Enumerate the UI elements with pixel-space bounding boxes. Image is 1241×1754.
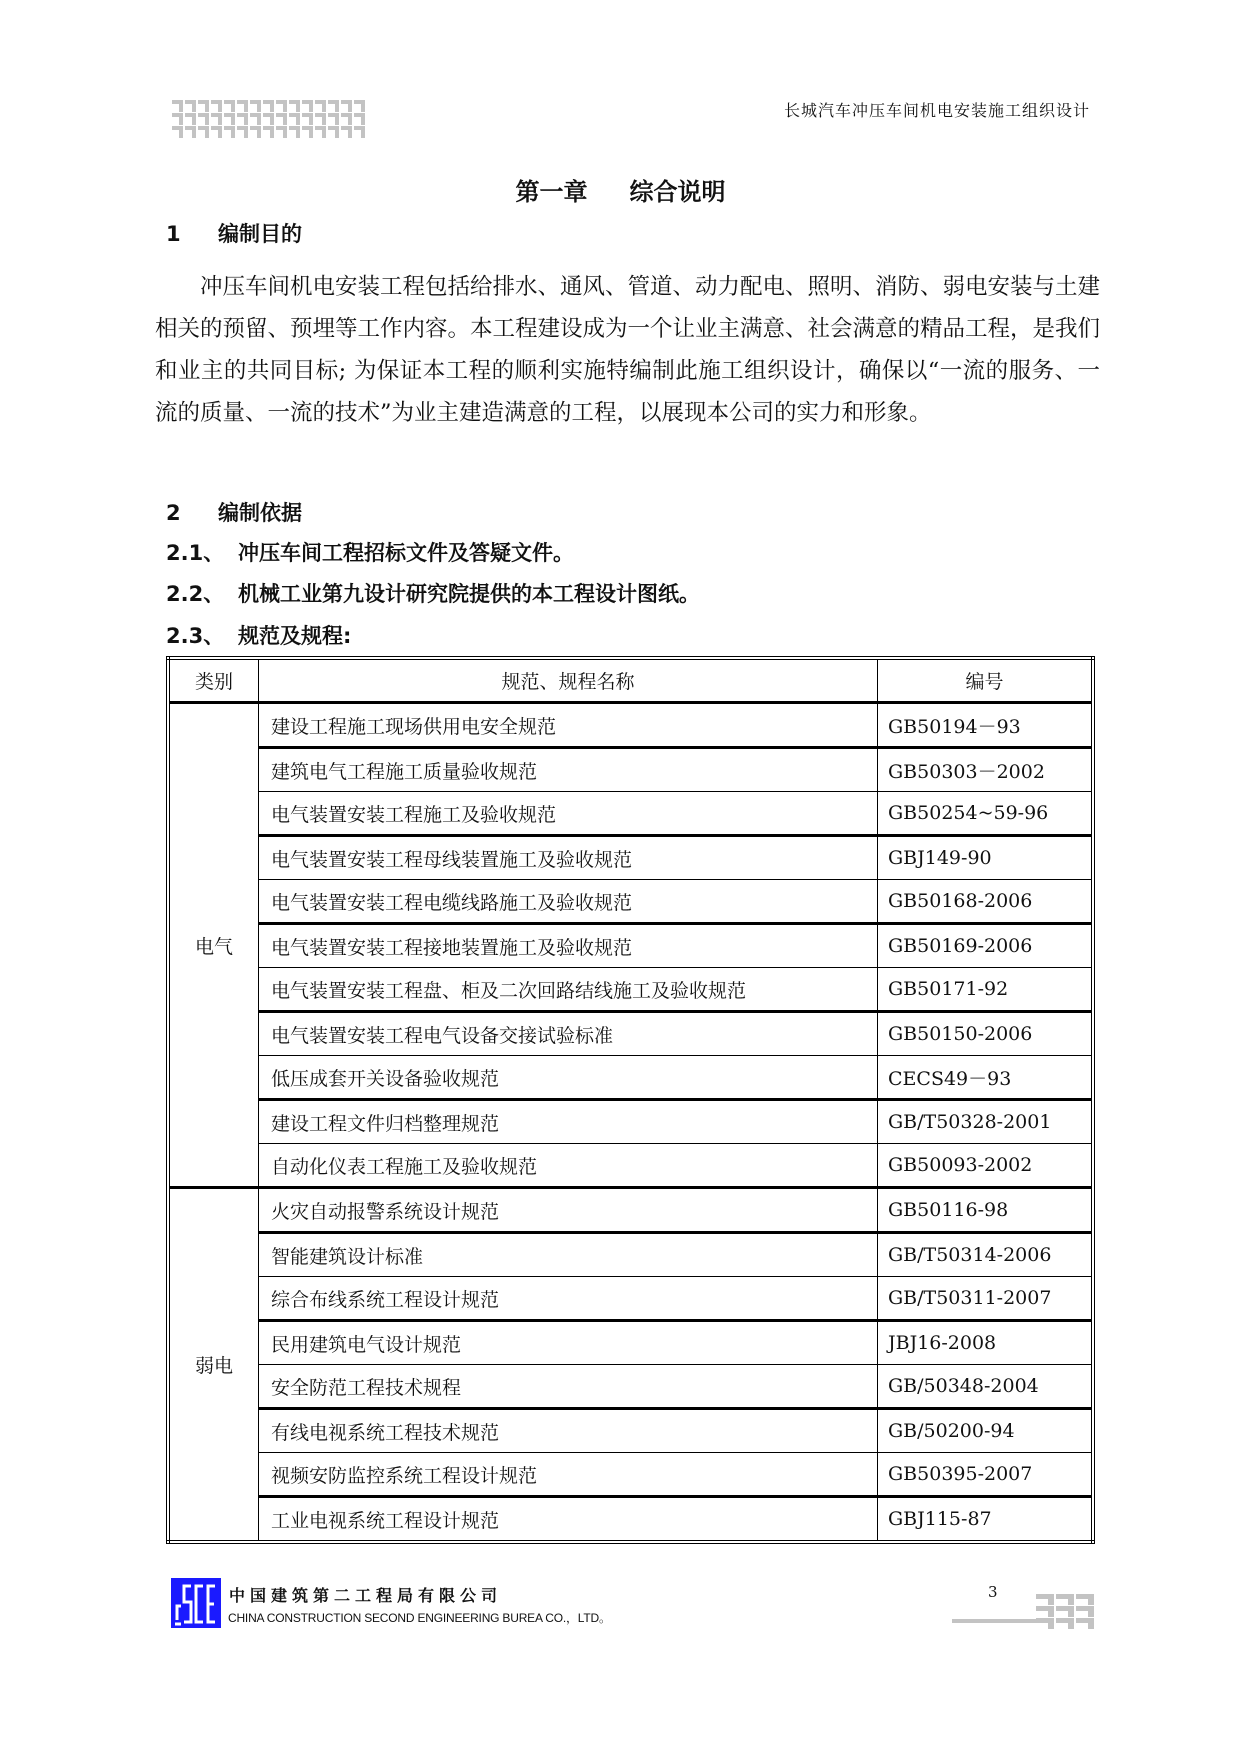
footer-decorative-pattern-icon [1036,1594,1098,1630]
company-name-english: CHINA CONSTRUCTION SECOND ENGINEERING BUREA CO.，LTD。 [228,1611,611,1625]
table-row [168,1144,1093,1188]
standard-name-cell: 有线电视系统工程技术规范 [259,1409,878,1453]
company-name-chinese: 中国建筑第二工程局有限公司 [229,1586,503,1605]
section-1-paragraph: 冲压车间机电安装工程包括给排水、通风、管道、动力配电、照明、消防、弱电安装与土建相关的预留、预埋等工作内容。本工程建设成为一个让业主满意、社会满意的精品工程，是我们和业主的共同目标; 为保证本工程的顺利实施特编制此施工组织设计，确保以“一流的服务、一流的质量、一流的技术”为业主建造满意的工程，以展现本公司的实力和形象。 [155,274,1101,426]
table-row [168,703,1093,748]
header-code: 编号 [878,658,1094,703]
section-title: 编制目的 [218,222,302,246]
table-row [168,880,1093,924]
table-row [168,1056,1093,1100]
page-number: 3 [988,1583,998,1601]
subsection-2-3 [166,620,351,650]
table-row [168,1321,1093,1365]
standard-code-cell: GB/50200-94 [878,1409,1094,1453]
standard-name-cell: 民用建筑电气设计规范 [259,1321,878,1365]
section-2-heading [166,497,302,527]
subsection-text: 机械工业第九设计研究院提供的本工程设计图纸。 [238,582,700,606]
standard-code-cell: GB50093-2002 [878,1144,1094,1188]
table-row [168,836,1093,880]
section-number: 2 [166,501,181,525]
standard-code-cell: GB50194－93 [878,703,1094,748]
subsection-text: 规范及规程: [238,624,352,648]
table-row [168,1100,1093,1144]
standard-code-cell: GB50116-98 [878,1188,1094,1233]
table-row [168,748,1093,792]
table-row [168,1277,1093,1321]
section-title: 编制依据 [218,501,302,525]
standard-code-cell: GB/T50328-2001 [878,1100,1094,1144]
table-row [168,1365,1093,1409]
standard-code-cell: JBJ16-2008 [878,1321,1094,1365]
subsection-number: 2.2、 [166,582,225,606]
standard-code-cell: GB/T50311-2007 [878,1277,1094,1321]
table-row [168,968,1093,1012]
chapter-number: 第一章 [515,178,588,206]
chapter-title: 综合说明 [629,178,726,206]
standard-name-cell: 电气装置安装工程盘、柜及二次回路结线施工及验收规范 [259,968,878,1012]
table-row [168,1409,1093,1453]
standard-code-cell: GB/50348-2004 [878,1365,1094,1409]
table-row [168,1497,1093,1543]
table-header-row [168,658,1093,703]
standard-code-cell: GB50150-2006 [878,1012,1094,1056]
table-row [168,924,1093,968]
subsection-2-2 [166,578,700,608]
header-decorative-pattern-icon [172,100,367,140]
standard-name-cell: 建设工程施工现场供用电安全规范 [259,703,878,748]
footer-divider [952,1619,1038,1623]
standard-name-cell: 视频安防监控系统工程设计规范 [259,1453,878,1497]
standard-name-cell: 电气装置安装工程电气设备交接试验标准 [259,1012,878,1056]
standard-name-cell: 电气装置安装工程母线装置施工及验收规范 [259,836,878,880]
standard-name-cell: 智能建筑设计标准 [259,1233,878,1277]
standard-code-cell: GB50168-2006 [878,880,1094,924]
table-row [168,1453,1093,1497]
document-header-title: 长城汽车冲压车间机电安装施工组织设计 [783,101,1090,120]
standard-code-cell: GB50254~59-96 [878,792,1094,836]
subsection-text: 冲压车间工程招标文件及答疑文件。 [238,541,574,565]
standard-name-cell: 电气装置安装工程电缆线路施工及验收规范 [259,880,878,924]
standard-code-cell: GB50171-92 [878,968,1094,1012]
subsection-number: 2.1、 [166,541,225,565]
standard-code-cell: GB50169-2006 [878,924,1094,968]
section-1-heading [166,218,302,248]
standard-code-cell: CECS49－93 [878,1056,1094,1100]
standard-name-cell: 电气装置安装工程接地装置施工及验收规范 [259,924,878,968]
category-cell: 电气 [168,703,259,1188]
standard-code-cell: GBJ149-90 [878,836,1094,880]
standard-code-cell: GBJ115-87 [878,1497,1094,1543]
standard-name-cell: 建设工程文件归档整理规范 [259,1100,878,1144]
standard-name-cell: 电气装置安装工程施工及验收规范 [259,792,878,836]
standard-name-cell: 建筑电气工程施工质量验收规范 [259,748,878,792]
chapter-heading [0,172,1241,207]
table-row [168,1233,1093,1277]
table-row [168,792,1093,836]
header-name: 规范、规程名称 [259,658,878,703]
subsection-number: 2.3、 [166,624,225,648]
table-row [168,1188,1093,1233]
standard-name-cell: 自动化仪表工程施工及验收规范 [259,1144,878,1188]
company-logo-icon [171,1578,221,1628]
standard-code-cell: GB/T50314-2006 [878,1233,1094,1277]
standard-name-cell: 工业电视系统工程设计规范 [259,1497,878,1543]
standards-table [166,656,1095,1544]
table-row [168,1012,1093,1056]
standard-name-cell: 综合布线系统工程设计规范 [259,1277,878,1321]
standard-code-cell: GB50303－2002 [878,748,1094,792]
category-cell: 弱电 [168,1188,259,1543]
standard-name-cell: 低压成套开关设备验收规范 [259,1056,878,1100]
section-number: 1 [166,222,181,246]
standard-name-cell: 安全防范工程技术规程 [259,1365,878,1409]
standard-code-cell: GB50395-2007 [878,1453,1094,1497]
header-category: 类别 [168,658,259,703]
subsection-2-1 [166,537,574,567]
standard-name-cell: 火灾自动报警系统设计规范 [259,1188,878,1233]
